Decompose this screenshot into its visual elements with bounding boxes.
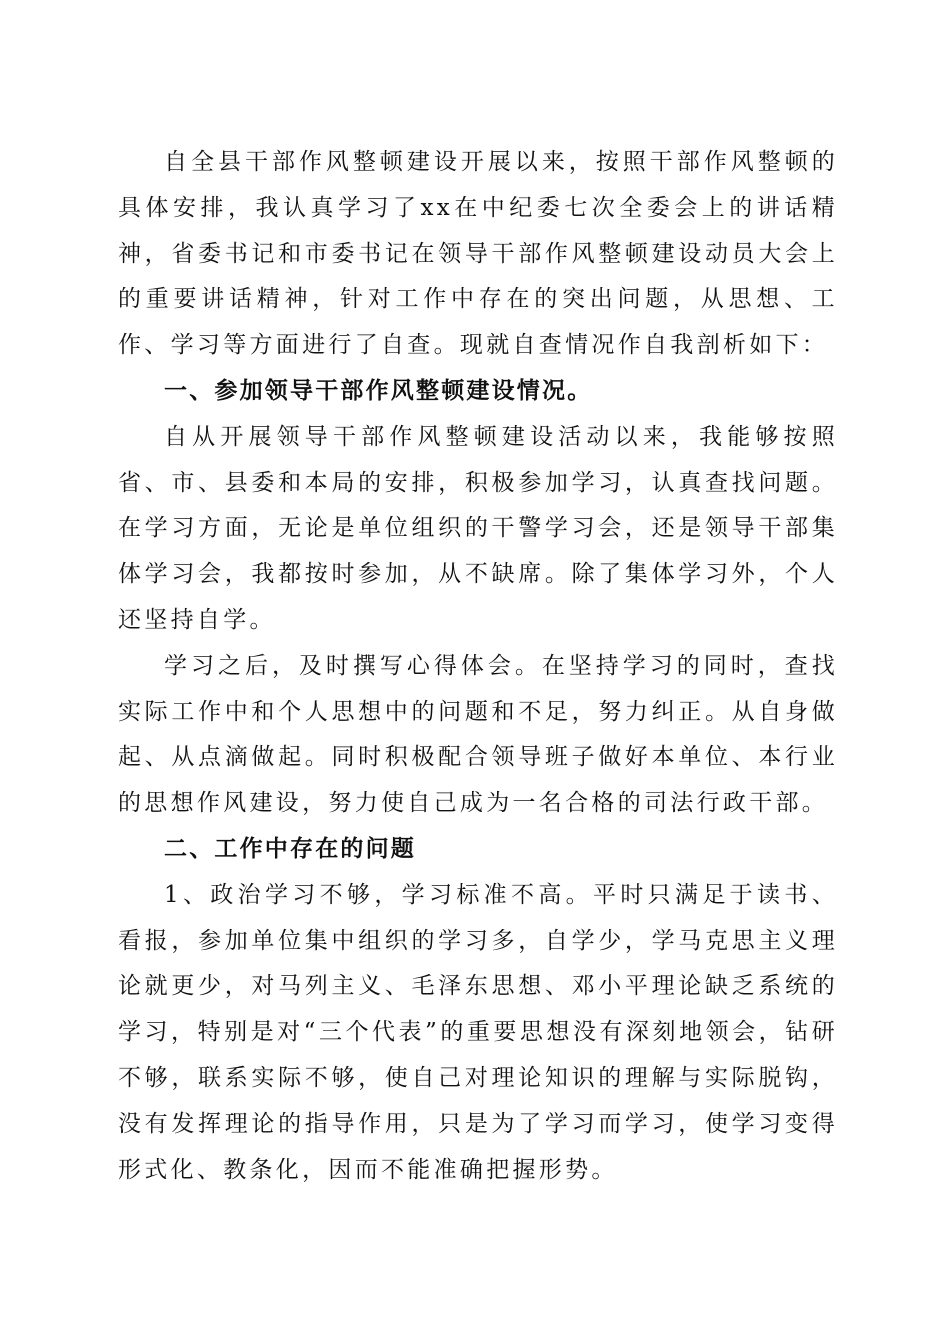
document-body [118, 140, 838, 1193]
section-1-paragraph-1: 自从开展领导干部作风整顿建设活动以来，我能够按照省、市、县委和本局的安排，积极参加学习，认真查找问题。在学习方面，无论是单位组织的干警学习会，还是领导干部集体学习会，我都按时参加，从不缺席。除了集体学习外，个人还坚持自学。 [118, 423, 838, 633]
section-heading-2: 二、工作中存在的问题 [164, 835, 416, 862]
intro-paragraph: 自全县干部作风整顿建设开展以来，按照干部作风整顿的具体安排，我认真学习了xx在中纪委七次全委会上的讲话精神，省委书记和市委书记在领导干部作风整顿建设动员大会上的重要讲话精神，针对工作中存在的突出问题，从思想、工作、学习等方面进行了自查。现就自查情况作自我剖析如下： [118, 149, 838, 359]
section-1-paragraph-2: 学习之后，及时撰写心得体会。在坚持学习的同时，查找实际工作中和个人思想中的问题和不足，努力纠正。从自身做起、从点滴做起。同时积极配合领导班子做好本单位、本行业的思想作风建设，努力使自己成为一名合格的司法行政干部。 [118, 652, 838, 817]
section-2-paragraph-1: 1、政治学习不够，学习标准不高。平时只满足于读书、看报，参加单位集中组织的学习多，自学少，学马克思主义理论就更少，对马列主义、毛泽东思想、邓小平理论缺乏系统的学习，特别是对“三个代表”的重要思想没有深刻地领会，钻研不够，联系实际不够，使自己对理论知识的理解与实际脱钩，没有发挥理论的指导作用，只是为了学习而学习，使学习变得形式化、教条化，因而不能准确把握形势。 [118, 881, 838, 1183]
section-heading-1: 一、参加领导干部作风整顿建设情况。 [164, 377, 593, 404]
